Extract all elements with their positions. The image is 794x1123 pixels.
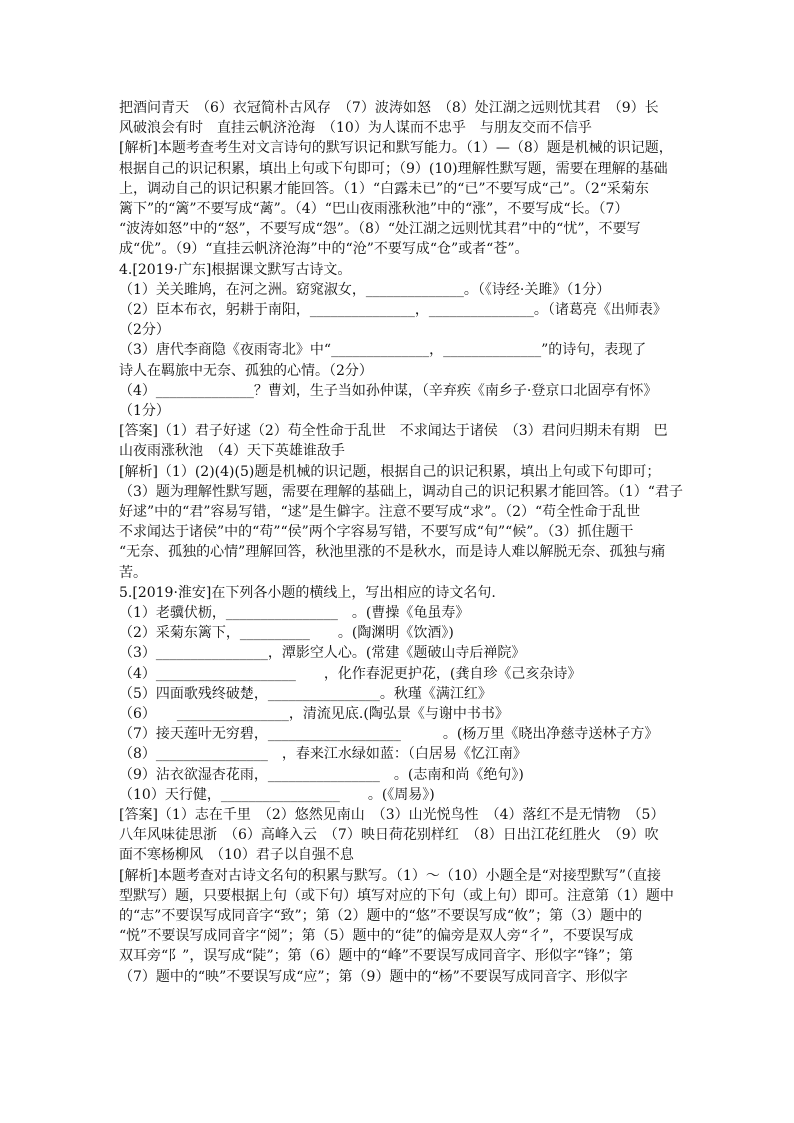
- text-line: 型默写）题，只要根据上句（或下句）填写对应的下句（或上句）即可。注意第（1）题中: [119, 887, 674, 904]
- text-line: [答案]（1）君子好逑（2）苟全性命于乱世 不求闻达于诸侯 （3）君问归期未有期 巴: [119, 423, 668, 440]
- text-line: （9）沾衣欲湿杏花雨，________________ 。(志南和尚《绝句》): [119, 766, 524, 783]
- text-line: [解析]本题考查考生对文言诗句的默写识记和默写能力。（1）—（8）题是机械的识记题，: [119, 140, 673, 157]
- text-line: 好逑”中的“君”容易写错，“逑”是生僻字。注意不要写成“求”。（2）“苟全性命于乱世: [119, 504, 641, 520]
- text-line: 八年风味徒思浙 （6）高峰入云 （7）映日荷花别样红 （8）日出江花红胜火 （9）吹: [119, 827, 659, 844]
- text-line: [答案]（1）志在千里 （2）悠然见南山 （3）山光悦鸟性 （4）落红不是无情物 （5）: [119, 807, 665, 823]
- text-line: 山夜雨涨秋池 （4）天下英雄谁敌手: [119, 443, 345, 460]
- text-line: 篱下”的“篱”不要写成“蓠”。（4）“巴山夜雨涨秋池”中的“涨”，不要写成“长。（7）: [119, 201, 629, 217]
- text-line: （5）四面歌残终破楚，________________。秋瑾《满江红》: [119, 685, 492, 702]
- text-line: 的“志”不要误写成同音字“致”；第（2）题中的“悠”不要误写成“攸”；第（3）题中的: [119, 908, 643, 924]
- text-line: （3）题为理解性默写题，需要在理解的基础上，调动自己的识记积累才能回答。（1）“君子: [119, 483, 683, 500]
- text-line: 双耳旁“阝”，误写成“陡”；第（6）题中的“峰”不要误写成同音字、形似字“锋”；第: [119, 948, 634, 965]
- text-line: 风破浪会有时 直挂云帆济沧海 （10）为人谋而不忠乎 与朋友交而不信乎: [119, 120, 592, 137]
- text-line: （1分）: [119, 403, 170, 419]
- text-line: （8）________________ ，春来江水绿如蓝：（白居易《忆江南》: [119, 746, 527, 763]
- text-line: “悦”不要误写成同音字“阅”；第（5）题中的“徒”的偏旁是双人旁“彳”，不要误写成: [119, 928, 634, 945]
- text-line: 4.[2019·广东]根据课文默写古诗文。: [119, 261, 352, 278]
- text-line: （2分）: [119, 322, 170, 339]
- text-line: （4）____________________ ，化作春泥更护花，(龚自珍《己亥杂诗》: [119, 665, 582, 682]
- text-line: （2）臣本布衣，躬耕于南阳，_______________，_______________。（诸葛亮《出师表》: [119, 302, 667, 318]
- text-line: “无奈、孤独的心情”理解回答，秋池里涨的不是秋水，而是诗人难以解脱无奈、孤独与痛: [119, 544, 666, 561]
- text-line: [解析]本题考查对古诗文名句的积累与默写。（1）～（10）小题全是“对接型默写”（直接: [119, 867, 661, 884]
- text-line: （7）题中的“映”不要误写成“应”；第（9）题中的“杨”不要误写成同音字、形似字: [119, 968, 628, 985]
- text-line: 面不寒杨柳风 （10）君子以自强不息: [119, 847, 354, 864]
- text-line: [解析]（1）(2)(4)(5)题是机械的识记题，根据自己的识记积累，填出上句或下句即可；: [119, 463, 661, 480]
- text-line: （10）天行健，_________________ 。(《周易》): [119, 786, 435, 803]
- text-line: 诗人在羁旅中无奈、孤独的心情。（2分）: [119, 362, 373, 379]
- text-line: 不求闻达于诸侯”中的“苟”“侯”两个字容易写错，不要写成“旬”“候”。（3）抓住题干: [119, 524, 634, 541]
- text-line: （3）唐代李商隐《夜雨寄北》中“______________，______________”的诗句，表现了: [119, 342, 647, 359]
- text-line: 把酒问青天 （6）衣冠简朴古风存 （7）波涛如怒 （8）处江湖之远则忧其君 （9）长: [119, 100, 659, 116]
- text-line: （3）________________，潭影空人心。(常建《题破山寺后禅院》: [119, 645, 526, 662]
- text-line: “波涛如怒”中的“怒”，不要写成“怨”。（8）“处江湖之远则忧其君”中的“忧”，不要写: [119, 221, 641, 238]
- text-line: 苦。: [119, 564, 147, 581]
- text-line: 5.[2019·淮安]在下列各小题的横线上，写出相应的诗文名句.: [119, 584, 496, 601]
- text-line: 根据自己的识记积累，填出上句或下句即可；（9）(10)理解性默写题，需要在理解的基础: [119, 160, 668, 177]
- text-line: （1）老骥伏枥，________________ 。(曹操《龟虽寿》: [119, 605, 470, 621]
- text-line: （7）接天莲叶无穷碧，___________________ 。(杨万里《晓出净慈寺送林子方》: [119, 726, 659, 743]
- text-line: （1）关关雎鸠，在河之洲。窈窕淑女，______________。（《诗经·关雎》（1分）: [119, 281, 611, 298]
- text-line: （6） ________________，清流见底.(陶弘景《与谢中书书》: [119, 706, 509, 722]
- text-line: 成“优”。（9）“直挂云帆济沧海”中的“沧”不要写成“仓”或者“苍”。: [119, 241, 529, 258]
- text-line: （2）采菊东篱下，__________ 。(陶渊明《饮酒》): [119, 625, 454, 642]
- text-line: （4）______________？曹刘，生子当如孙仲谋，（辛弃疾《南乡子·登京口北固亭有怀》: [119, 382, 658, 399]
- text-line: 上，调动自己的识记积累才能回答。（1）“白露未已”的“已”不要写成“己”。（2“采菊东: [119, 180, 649, 197]
